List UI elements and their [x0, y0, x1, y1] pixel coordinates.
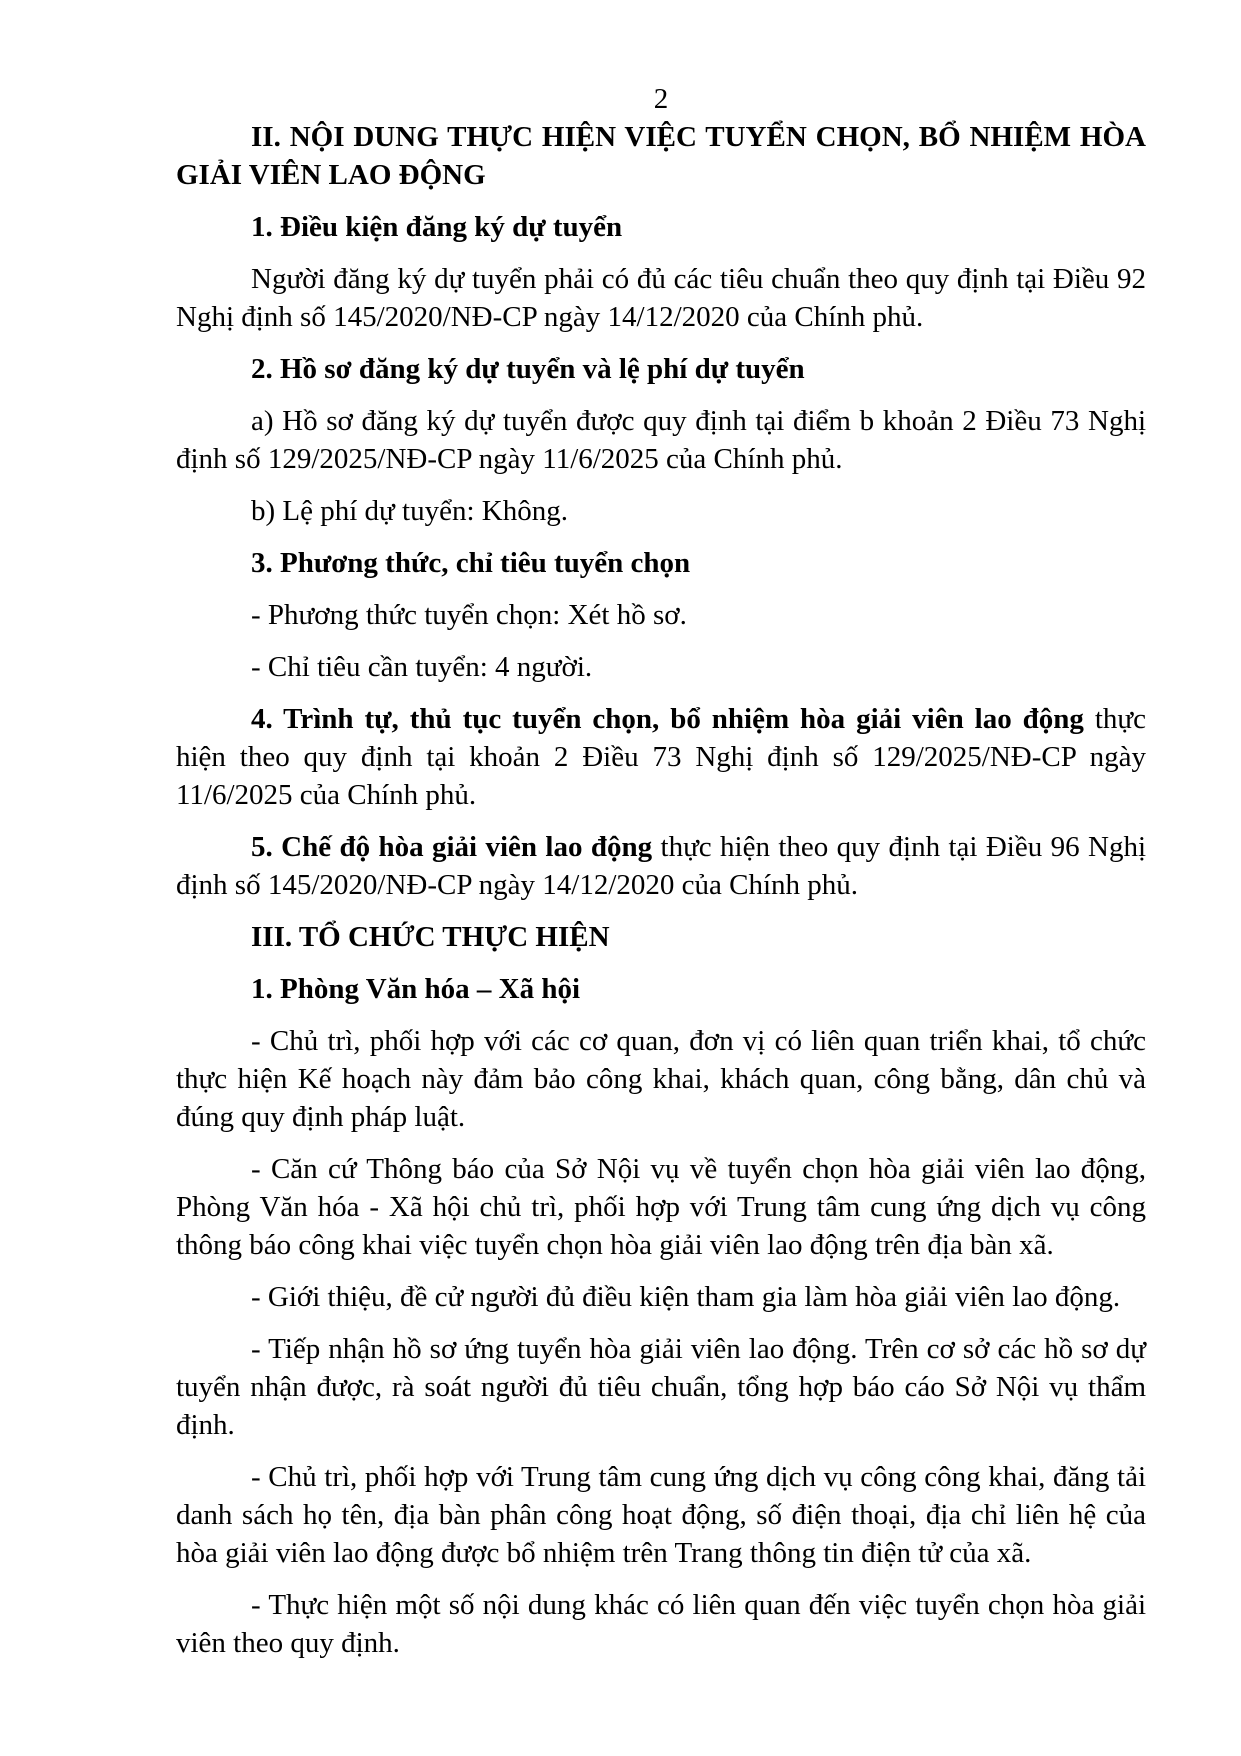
section-ii-4-paragraph [176, 700, 1146, 814]
section-iii-1-bullet-2: - Căn cứ Thông báo của Sở Nội vụ về tuyển chọn hòa giải viên lao động, Phòng Văn hóa - Xã hội chủ trì, phối hợp với Trung tâm cung ứng dịch vụ công thông báo công khai việc tuyển chọn hòa giải viên lao động trên địa bàn xã. [176, 1153, 1146, 1261]
section-iii-1-bullet-5: - Chủ trì, phối hợp với Trung tâm cung ứng dịch vụ công công khai, đăng tải danh sách họ tên, địa bàn phân công hoạt động, số điện thoại, địa chỉ liên hệ của hòa giải viên lao động được bổ nhiệm trên Trang thông tin điện tử của xã. [176, 1461, 1146, 1569]
section-iii-heading: III. TỔ CHỨC THỰC HIỆN [251, 921, 610, 953]
section-ii-1-heading: 1. Điều kiện đăng ký dự tuyển [251, 211, 623, 243]
section-ii-2-paragraph-b: b) Lệ phí dự tuyển: Không. [251, 495, 568, 527]
section-ii-3-bullet-method: - Phương thức tuyển chọn: Xét hồ sơ. [251, 599, 687, 631]
section-ii-heading: II. NỘI DUNG THỰC HIỆN VIỆC TUYỂN CHỌN, BỔ NHIỆM HÒA GIẢI VIÊN LAO ĐỘNG [176, 121, 1146, 191]
section-ii-2-paragraph-a: a) Hồ sơ đăng ký dự tuyển được quy định tại điểm b khoản 2 Điều 73 Nghị định số 129/2025/NĐ-CP ngày 11/6/2025 của Chính phủ. [176, 405, 1146, 475]
section-iii-1-bullet-4: - Tiếp nhận hồ sơ ứng tuyển hòa giải viên lao động. Trên cơ sở các hồ sơ dự tuyển nhận được, rà soát người đủ tiêu chuẩn, tổng hợp báo cáo Sở Nội vụ thẩm định. [176, 1333, 1146, 1441]
section-ii-5-paragraph [176, 828, 1146, 904]
section-ii-5-lead: 5. Chế độ hòa giải viên lao động [251, 831, 653, 863]
section-ii-1-paragraph: Người đăng ký dự tuyển phải có đủ các tiêu chuẩn theo quy định tại Điều 92 Nghị định số 145/2020/NĐ-CP ngày 14/12/2020 của Chính phủ. [176, 263, 1146, 333]
section-ii-3-bullet-quota: - Chỉ tiêu cần tuyển: 4 người. [251, 651, 593, 683]
section-ii-4-lead: 4. Trình tự, thủ tục tuyển chọn, bổ nhiệm hòa giải viên lao động [251, 703, 1084, 735]
section-iii-1-bullet-6: - Thực hiện một số nội dung khác có liên quan đến việc tuyển chọn hòa giải viên theo quy định. [176, 1589, 1146, 1659]
page-number: 2 [653, 83, 669, 115]
section-ii-4-rest: thực hiện theo quy định tại khoản 2 Điều 73 Nghị định số 129/2025/NĐ-CP ngày 11/6/2025 của Chính phủ. [176, 703, 1146, 811]
section-ii-2-heading: 2. Hồ sơ đăng ký dự tuyển và lệ phí dự tuyển [251, 353, 805, 385]
section-iii-1-heading: 1. Phòng Văn hóa – Xã hội [251, 973, 581, 1005]
section-iii-1-bullet-1: - Chủ trì, phối hợp với các cơ quan, đơn vị có liên quan triển khai, tổ chức thực hiện Kế hoạch này đảm bảo công khai, khách quan, công bằng, dân chủ và đúng quy định pháp luật. [176, 1025, 1146, 1133]
section-iii-1-bullet-3: - Giới thiệu, đề cử người đủ điều kiện tham gia làm hòa giải viên lao động. [251, 1281, 1121, 1313]
section-ii-3-heading: 3. Phương thức, chỉ tiêu tuyển chọn [251, 547, 691, 579]
section-ii-5-rest: thực hiện theo quy định tại Điều 96 Nghị định số 145/2020/NĐ-CP ngày 14/12/2020 của Chính phủ. [176, 831, 1146, 901]
